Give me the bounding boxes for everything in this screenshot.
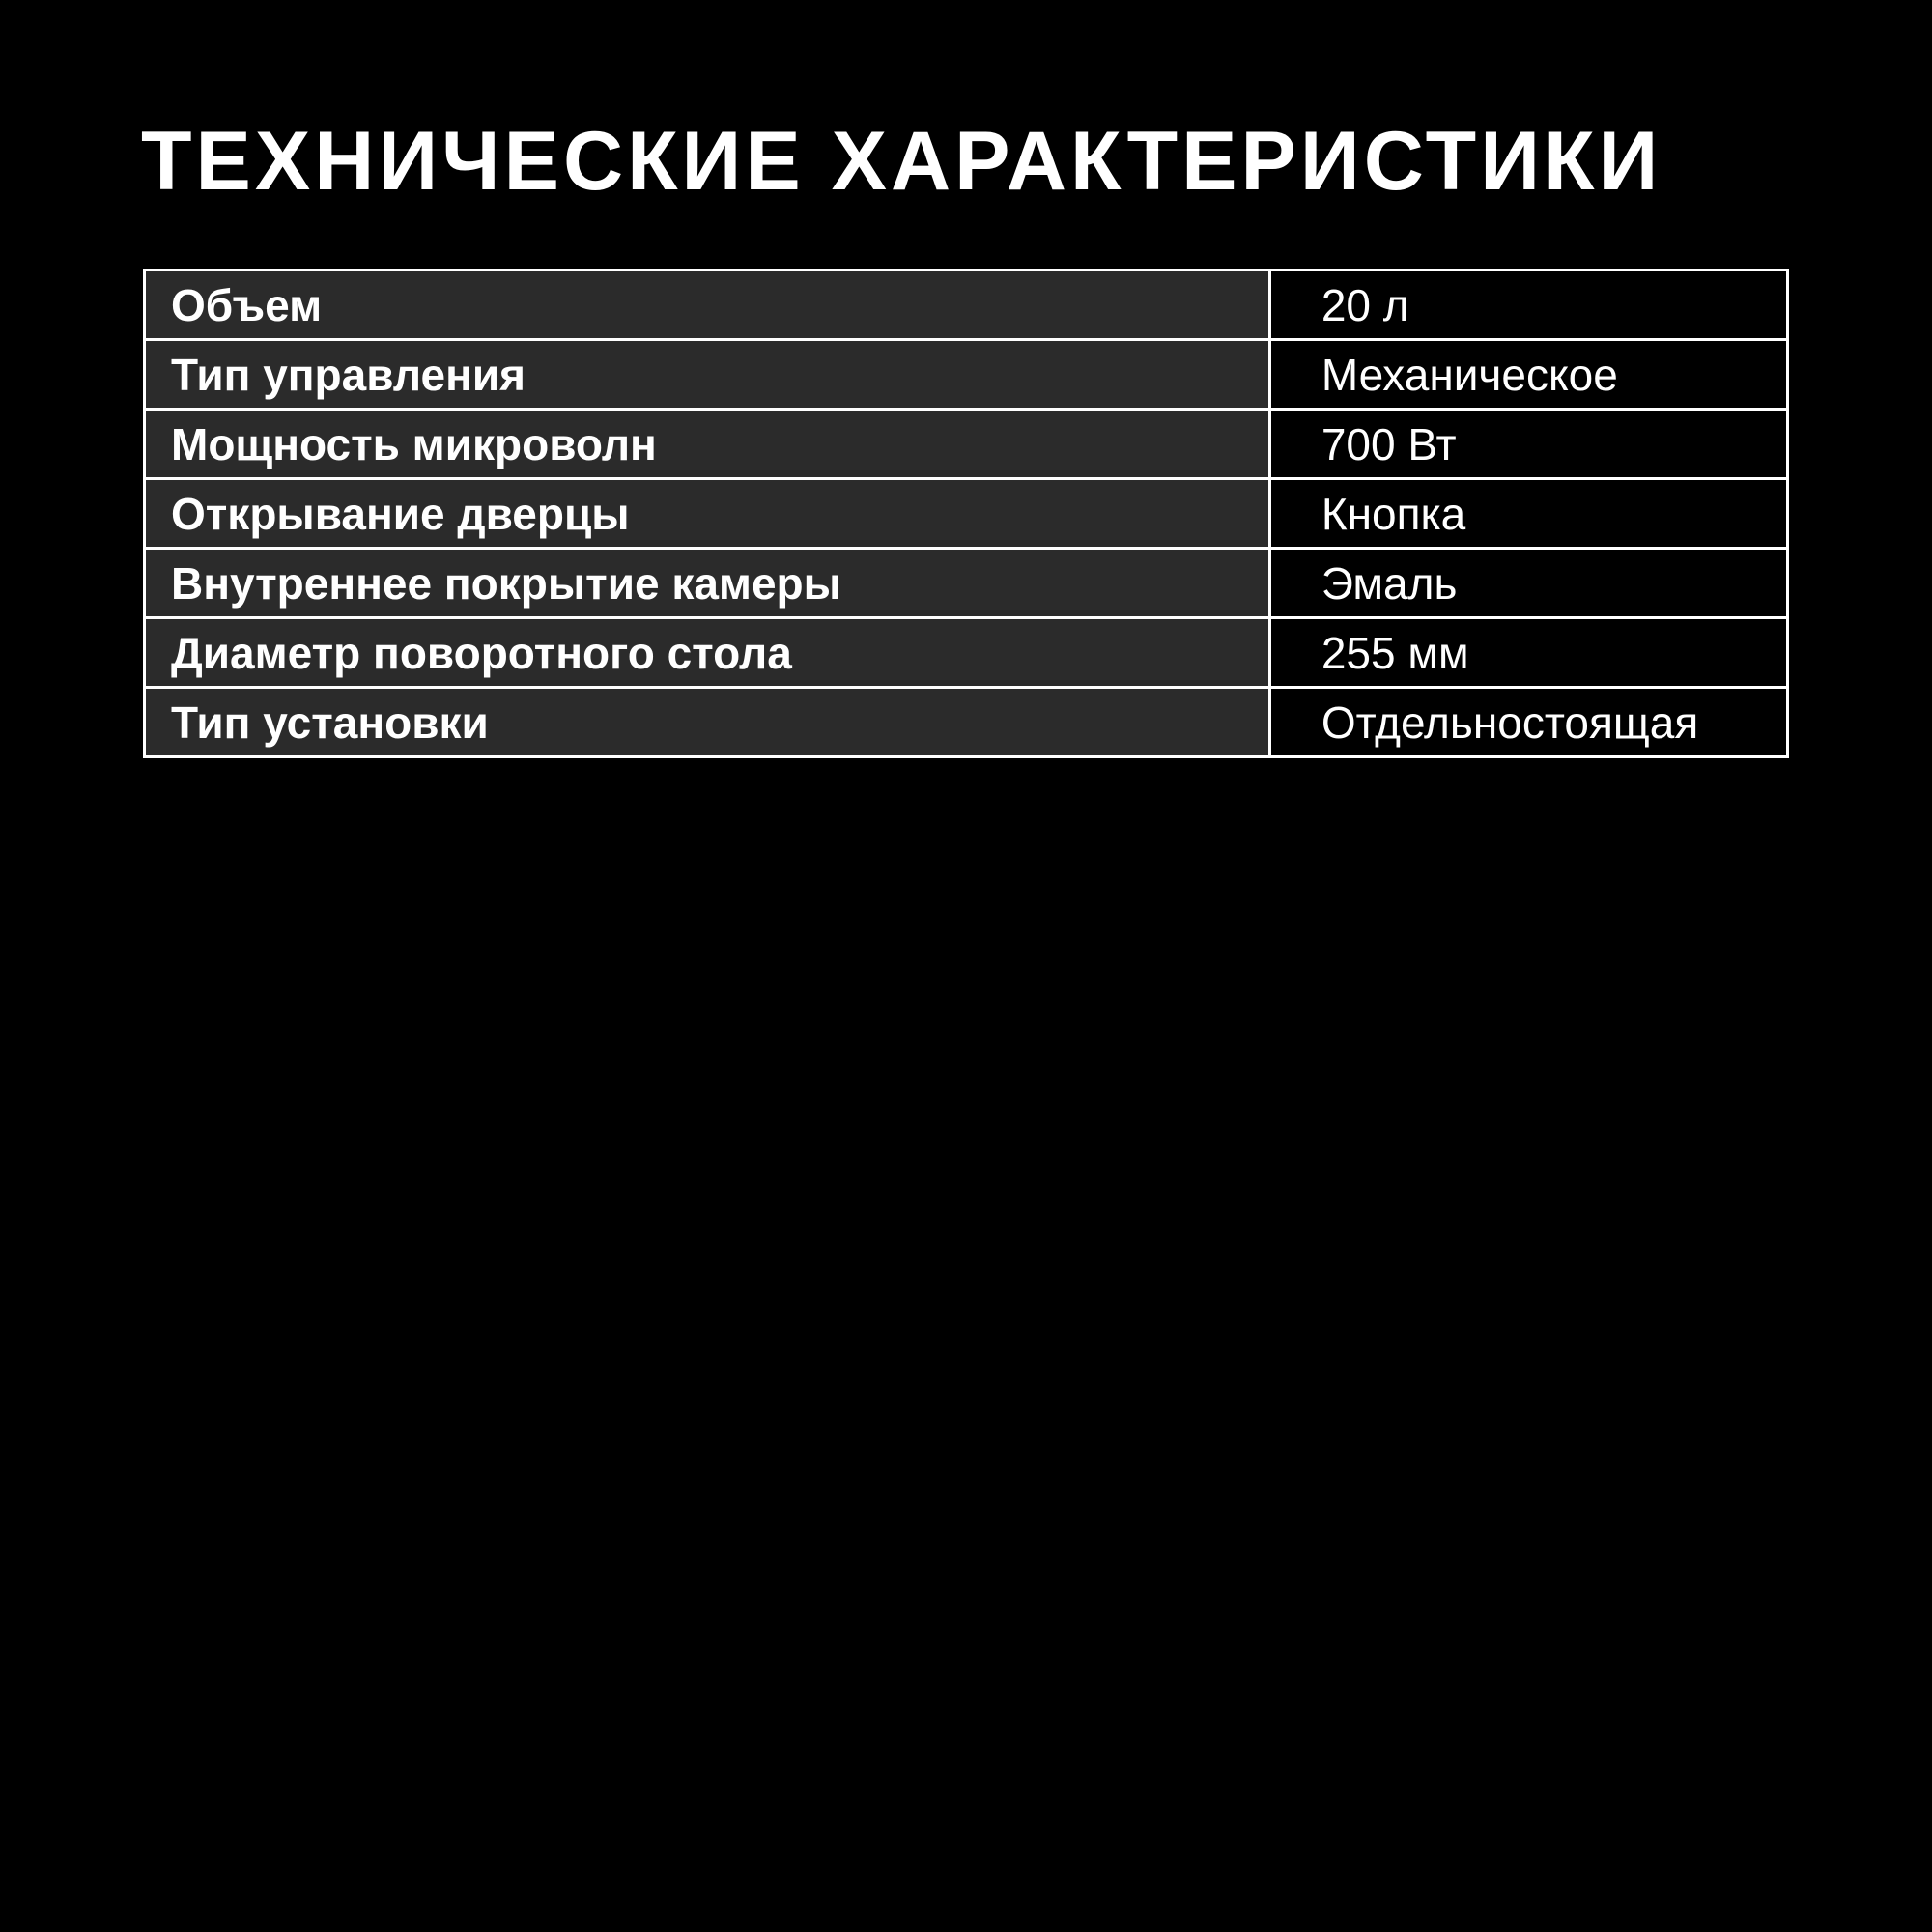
table-row [145,340,1788,410]
spec-value: Отдельностоящая [1269,688,1787,757]
spec-value: Кнопка [1269,479,1787,549]
spec-table-body [145,270,1788,757]
spec-label: Тип управления [145,340,1270,410]
table-row [145,549,1788,618]
spec-label: Диаметр поворотного стола [145,618,1270,688]
spec-value: Эмаль [1269,549,1787,618]
table-row [145,410,1788,479]
spec-value: 20 л [1269,270,1787,340]
spec-value: 255 мм [1269,618,1787,688]
spec-label: Внутреннее покрытие камеры [145,549,1270,618]
spec-value: 700 Вт [1269,410,1787,479]
spec-table [143,269,1789,758]
spec-label: Открывание дверцы [145,479,1270,549]
table-row [145,618,1788,688]
table-row [145,270,1788,340]
spec-label: Мощность микроволн [145,410,1270,479]
spec-value: Механическое [1269,340,1787,410]
table-row [145,479,1788,549]
spec-label: Объем [145,270,1270,340]
table-row [145,688,1788,757]
page-title: ТЕХНИЧЕСКИЕ ХАРАКТЕРИСТИКИ [141,115,1662,208]
spec-label: Тип установки [145,688,1270,757]
